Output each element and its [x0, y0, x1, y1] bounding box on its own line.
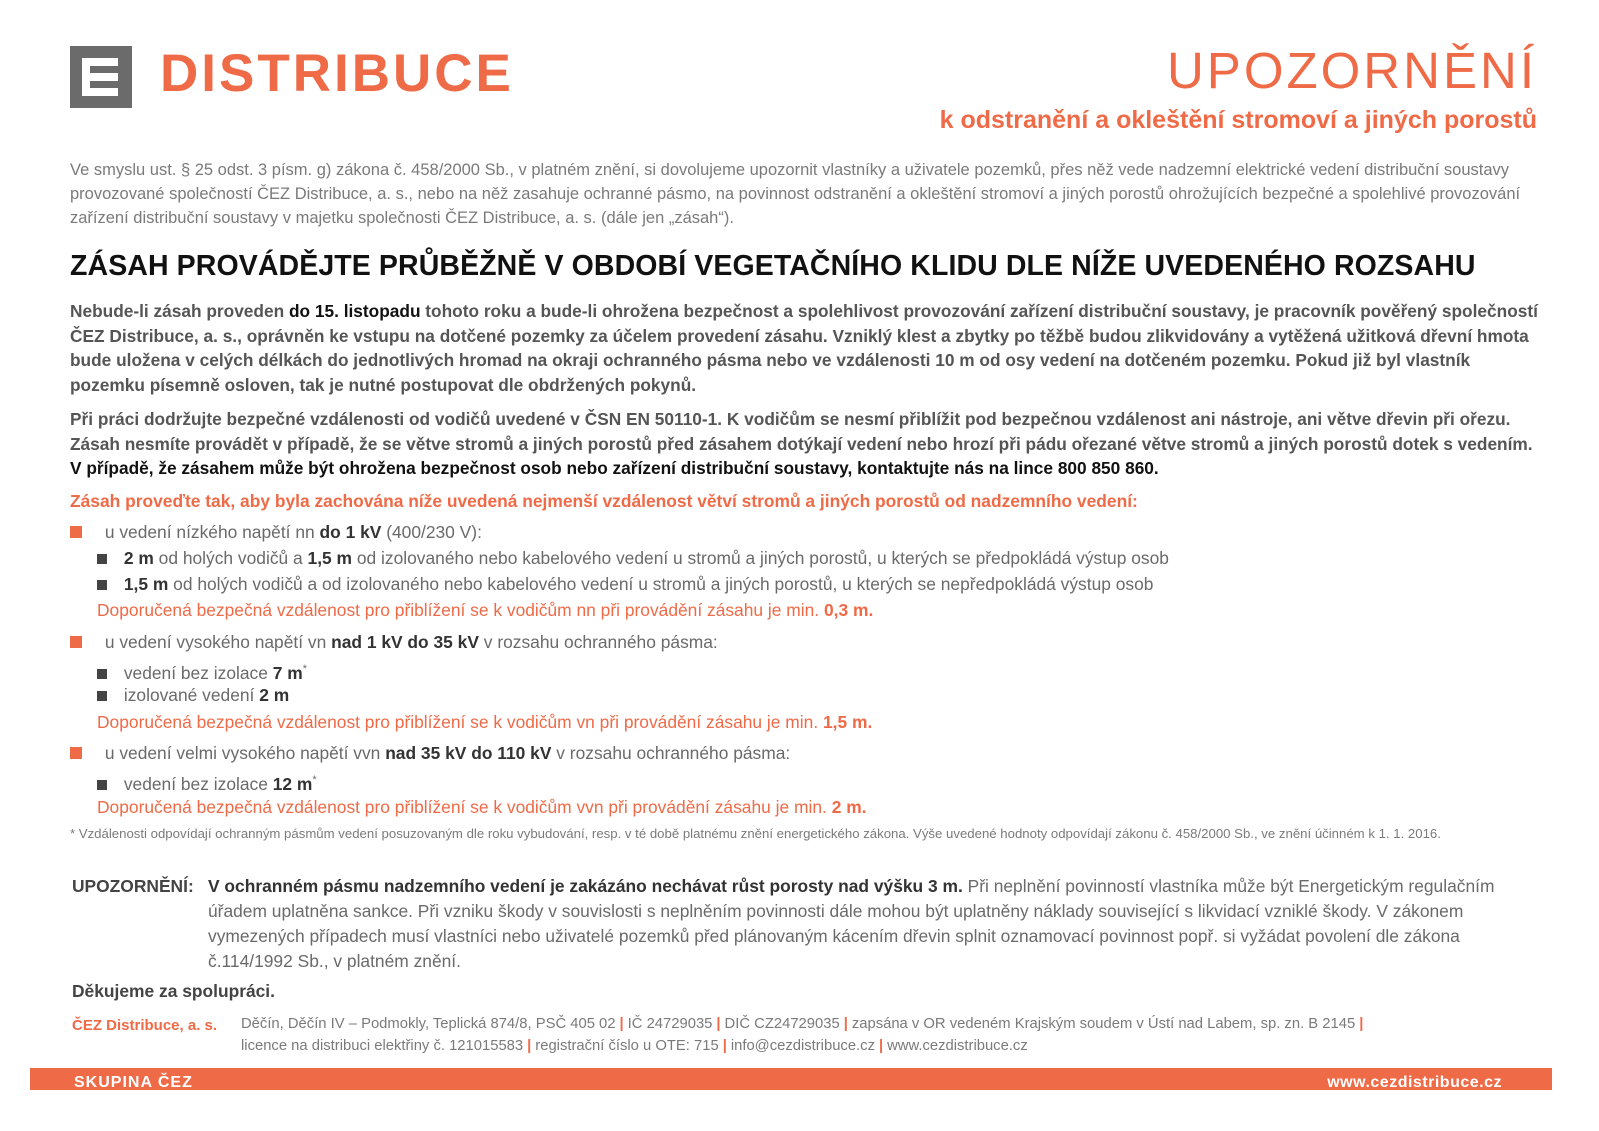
- company-licence: licence na distribuci elektřiny č. 121015583: [241, 1037, 524, 1054]
- gray-bullet-icon: [97, 780, 107, 790]
- nn-item-not-predicted: 1,5 m od holých vodičů a od izolovaného nebo kabelového vedení u stromů a jiných porostů, u kterých se nepředpokládá výstup osob: [97, 572, 1153, 596]
- intro-paragraph: Ve smyslu ust. § 25 odst. 3 písm. g) zákona č. 458/2000 Sb., v platném znění, si dovolujeme upozornit vlastníky a uživatele pozemků, přes něž vede nadzemní elektrické vedení distribuční soustavy provozované společností ČEZ Distribuce, a. s., nebo na něž zasahuje ochranné pásmo, na povinnost odstranění a okleštění stromoví a jiných porostů ohrožujících bezpečné a spolehlivé provozování zařízení distribuční soustavy v majetku společnosti ČEZ Distribuce, a. s. (dále jen „zásah“).: [70, 161, 1521, 227]
- warning-block: [72, 874, 1512, 974]
- website-label: www.cezdistribuce.cz: [1327, 1074, 1502, 1090]
- orange-bullet-icon: [70, 526, 82, 538]
- safety-text: Při práci dodržujte bezpečné vzdálenosti od vodičů uvedené v ČSN EN 50110-1. K vodičům se nesmí přiblížit pod bezpečnou vzdálenost ani nástroje, ani větve dřevin při ořezu. Zásah nesmíte provádět v případě, že se větve stromů a jiných porostů před zásahem dotýkají vedení nebo hrozí při pádu ořezané větve stromů a jiných porostů dotek s vedením.: [70, 409, 1533, 454]
- vvn-recommendation: Doporučená bezpečná vzdálenost pro přiblížení se k vodičům vvn při provádění zásahu je min. 2 m.: [97, 797, 867, 817]
- safety-paragraph: [70, 407, 1540, 481]
- orange-bullet-icon: [70, 636, 82, 648]
- group-label: SKUPINA ČEZ: [74, 1074, 193, 1090]
- warning-bold: V ochranném pásmu nadzemního vedení je zakázáno nechávat růst porosty nad výšku 3 m.: [208, 876, 963, 896]
- company-dic: DIČ CZ24729035: [724, 1016, 840, 1032]
- footnote: * Vzdálenosti odpovídají ochranným pásmům vedení posuzovaným dle roku vybudování, resp. v té době platnému znění energetického zákona. Výše uvedené hodnoty odpovídají zákonu č. 458/2000 Sb., ve znění účinném k 1. 1. 2016.: [70, 826, 1441, 841]
- vn-section-title: u vedení vysokého napětí vn nad 1 kV do 35 kV v rozsahu ochranného pásma:: [70, 630, 718, 654]
- gray-bullet-icon: [97, 554, 107, 564]
- nn-item-predicted: 2 m od holých vodičů a 1,5 m od izolovaného nebo kabelového vedení u stromů a jiných porostů, u kterých se předpokládá výstup osob: [97, 546, 1169, 570]
- logo-wordmark: DISTRIBUCE: [160, 44, 514, 103]
- gray-bullet-icon: [97, 691, 107, 701]
- vn-item-insulated: izolované vedení 2 m: [97, 683, 289, 707]
- warning-label: UPOZORNĚNÍ:: [72, 876, 194, 896]
- page-title: UPOZORNĚNÍ: [1166, 42, 1537, 99]
- deadline-post: tohoto roku a bude-li ohrožena bezpečnost a spolehlivost provozování zařízení distribuční soustavy, je pracovník pověřený společností ČEZ Distribuce, a. s., oprávněn ke vstupu na dotčené pozemky za účelem provedení zásahu. Vzniklý klest a zbytky po těžbě budou zlikvidovány a vytěžená užitková dřevní hmota bude uložena v celých délkách do jednotlivých hromad na okraji ochranného pásma nebo ve vzdálenosti 10 m od osy vedení na dotčeném pozemku. Pokud již byl vlastník pozemku písemně osloven, tak je nutné postupovat dle obdržených pokynů.: [70, 301, 1538, 395]
- company-details: Děčín, Děčín IV – Podmokly, Teplická 874/8, PSČ 405 02 | IČ 24729035 | DIČ CZ24729035 | zapsána v OR vedeném Krajským soudem v Ústí nad Labem, sp. zn. B 2145 | licence na distribuci elektřiny č. 121015583 | registrační číslo u OTE: 715 | info@cezdistribuce.cz | www.cezdistribuce.cz: [241, 1016, 1364, 1054]
- company-address: Děčín, Děčín IV – Podmokly, Teplická 874/8, PSČ 405 02: [241, 1016, 616, 1032]
- company-ote: registrační číslo u OTE: 715: [535, 1037, 719, 1054]
- nn-recommendation: Doporučená bezpečná vzdálenost pro přiblížení se k vodičům nn při provádění zásahu je min. 0,3 m.: [97, 600, 874, 620]
- bottom-bar: [30, 1068, 1552, 1090]
- contact-hotline-text: V případě, že zásahem může být ohrožena bezpečnost osob nebo zařízení distribuční soustavy, kontaktujte nás na lince 800 850 860.: [70, 458, 1159, 479]
- company-web: www.cezdistribuce.cz: [887, 1037, 1028, 1054]
- orange-bullet-icon: [70, 747, 82, 759]
- company-register: zapsána v OR vedeném Krajským soudem v Ústí nad Labem, sp. zn. B 2145: [851, 1016, 1356, 1032]
- page-subtitle: k odstranění a okleštění stromoví a jiných porostů: [939, 106, 1537, 134]
- nn-section-title: u vedení nízkého napětí nn do 1 kV (400/230 V):: [70, 520, 482, 544]
- vvn-item-bare: vedení bez izolace 12 m*: [97, 768, 317, 796]
- deadline-date: do 15. listopadu: [288, 301, 421, 321]
- main-heading: ZÁSAH PROVÁDĚJTE PRŮBĚŽNĚ V OBDOBÍ VEGETAČNÍHO KLIDU DLE NÍŽE UVEDENÉHO ROZSAHU: [70, 250, 1476, 282]
- vn-recommendation: Doporučená bezpečná vzdálenost pro přiblížení se k vodičům vn při provádění zásahu je min. 1,5 m.: [97, 712, 873, 732]
- deadline-paragraph: [70, 299, 1540, 397]
- deadline-pre: Nebude-li zásah proveden: [70, 301, 289, 321]
- thanks-text: Děkujeme za spolupráci.: [72, 981, 275, 1001]
- company-name: ČEZ Distribuce, a. s.: [72, 1017, 218, 1034]
- vn-item-bare: vedení bez izolace 7 m*: [97, 657, 307, 685]
- company-ic: IČ 24729035: [627, 1016, 713, 1032]
- cez-logo-icon: [70, 46, 132, 108]
- gray-bullet-icon: [97, 580, 107, 590]
- gray-bullet-icon: [97, 669, 107, 679]
- distance-rule-heading: Zásah proveďte tak, aby byla zachována níže uvedená nejmenší vzdálenost větví stromů a jiných porostů od nadzemního vedení:: [70, 491, 1138, 511]
- company-email: info@cezdistribuce.cz: [730, 1037, 875, 1054]
- warning-text: Při neplnění povinností vlastníka může být Energetickým regulačním úřadem uplatněna sankce. Při vzniku škody v souvislosti s neplněním povinnosti dále mohou být uplatněny náklady související s likvidací vzniklé škody. V zákonem vymezených případech musí vlastníci nebo uživatelé pozemků před plánovaným kácením dřevin splnit oznamovací povinnost popř. si vyžádat povolení dle zákona č.114/1992 Sb., v platném znění.: [208, 876, 1495, 971]
- vvn-section-title: u vedení velmi vysokého napětí vvn nad 35 kV do 110 kV v rozsahu ochranného pásma:: [70, 741, 790, 765]
